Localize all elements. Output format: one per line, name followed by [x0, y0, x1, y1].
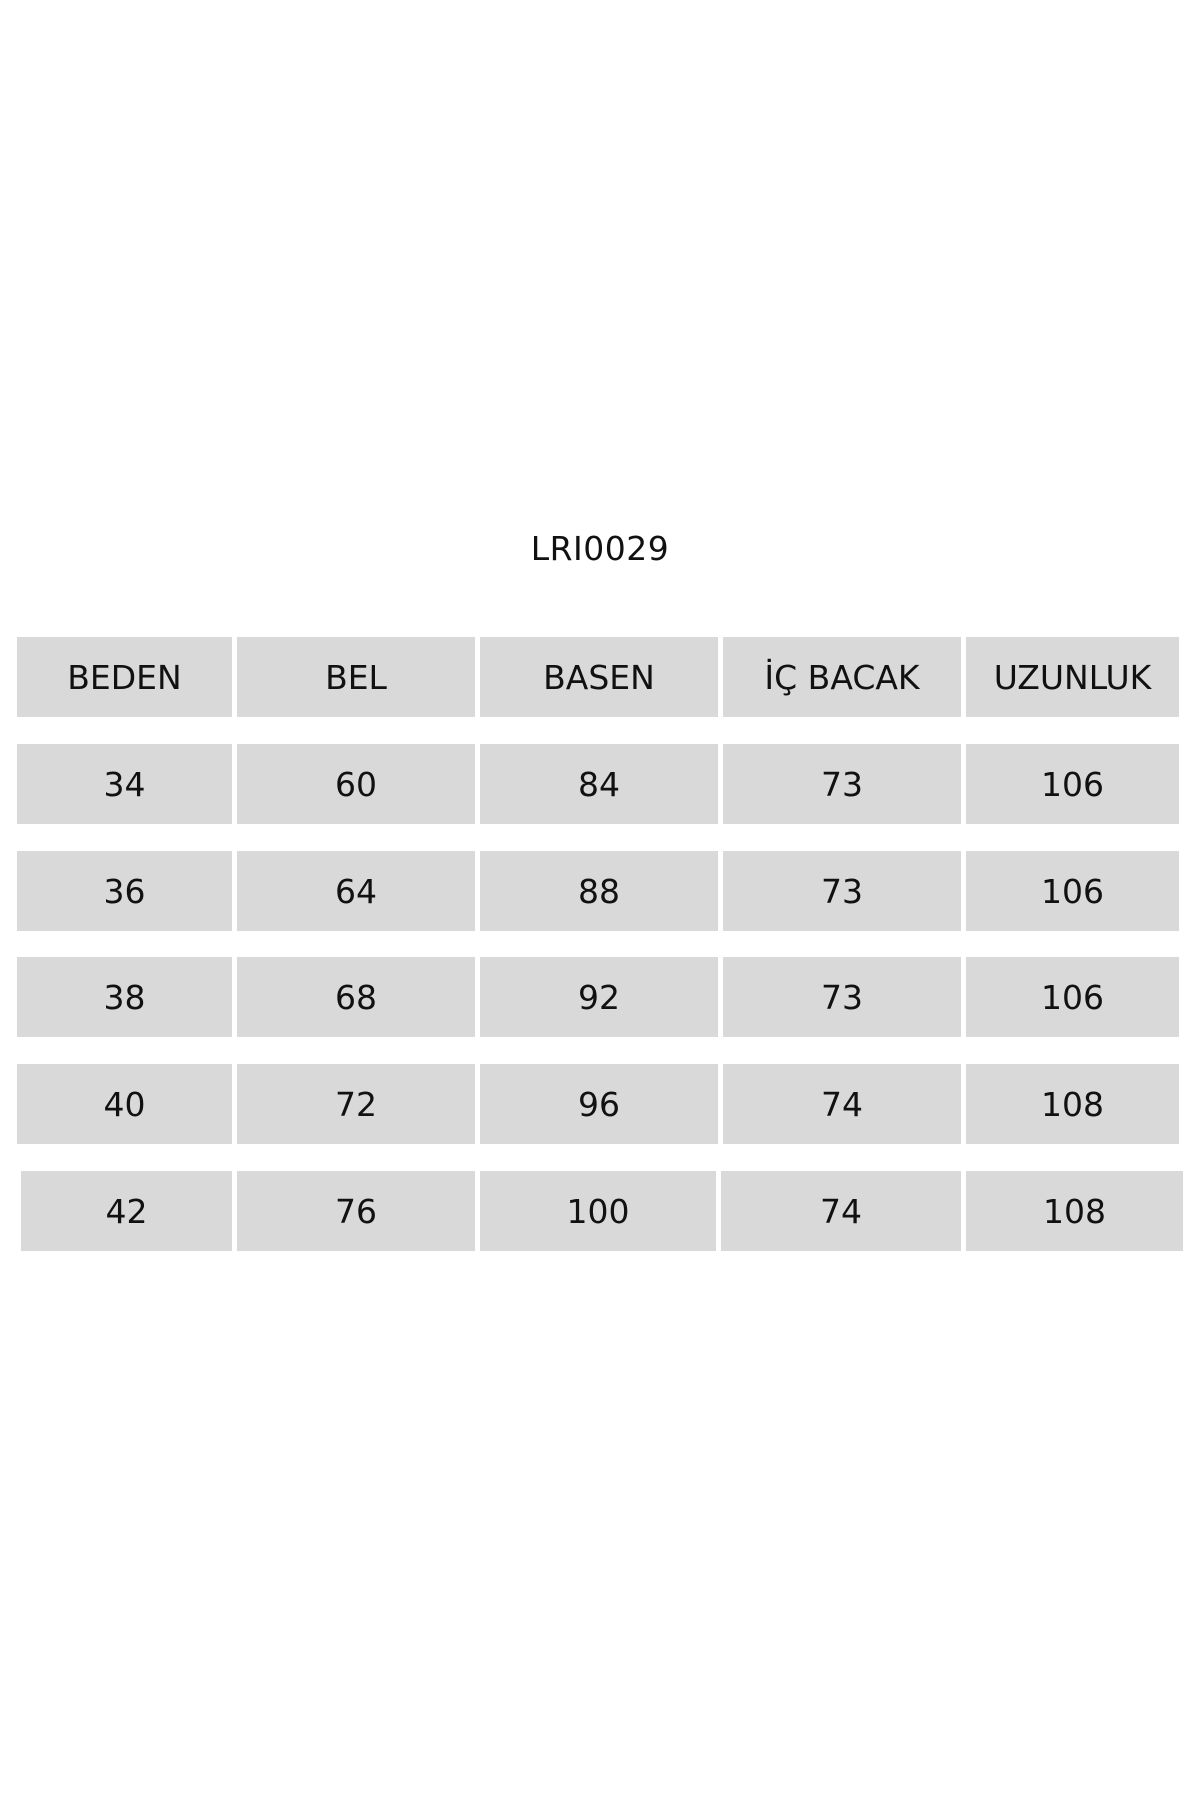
table-cell-size: 36 — [17, 851, 232, 931]
table-cell-size: 34 — [17, 744, 232, 824]
table-cell-length: 108 — [966, 1064, 1179, 1144]
table-cell-waist: 72 — [237, 1064, 475, 1144]
table-cell-hip: 92 — [480, 957, 718, 1037]
header-cell-ic-bacak: İÇ BACAK — [723, 637, 961, 717]
header-cell-basen: BASEN — [480, 637, 718, 717]
table-cell-inseam: 74 — [721, 1171, 961, 1251]
table-cell-inseam: 73 — [723, 957, 961, 1037]
table-cell-waist: 68 — [237, 957, 475, 1037]
table-cell-waist: 60 — [237, 744, 475, 824]
table-cell-size: 42 — [21, 1171, 232, 1251]
table-cell-size: 40 — [17, 1064, 232, 1144]
table-cell-hip: 84 — [480, 744, 718, 824]
product-code: LRI0029 — [530, 529, 670, 568]
table-cell-hip: 96 — [480, 1064, 718, 1144]
table-cell-waist: 64 — [237, 851, 475, 931]
table-cell-length: 106 — [966, 744, 1179, 824]
table-cell-inseam: 73 — [723, 851, 961, 931]
table-cell-inseam: 73 — [723, 744, 961, 824]
table-cell-length: 106 — [966, 957, 1179, 1037]
table-cell-inseam: 74 — [723, 1064, 961, 1144]
table-cell-hip: 100 — [480, 1171, 716, 1251]
header-cell-beden: BEDEN — [17, 637, 232, 717]
table-cell-hip: 88 — [480, 851, 718, 931]
table-cell-length: 108 — [966, 1171, 1183, 1251]
table-cell-size: 38 — [17, 957, 232, 1037]
header-cell-bel: BEL — [237, 637, 475, 717]
table-cell-waist: 76 — [237, 1171, 475, 1251]
header-cell-uzunluk: UZUNLUK — [966, 637, 1179, 717]
table-cell-length: 106 — [966, 851, 1179, 931]
